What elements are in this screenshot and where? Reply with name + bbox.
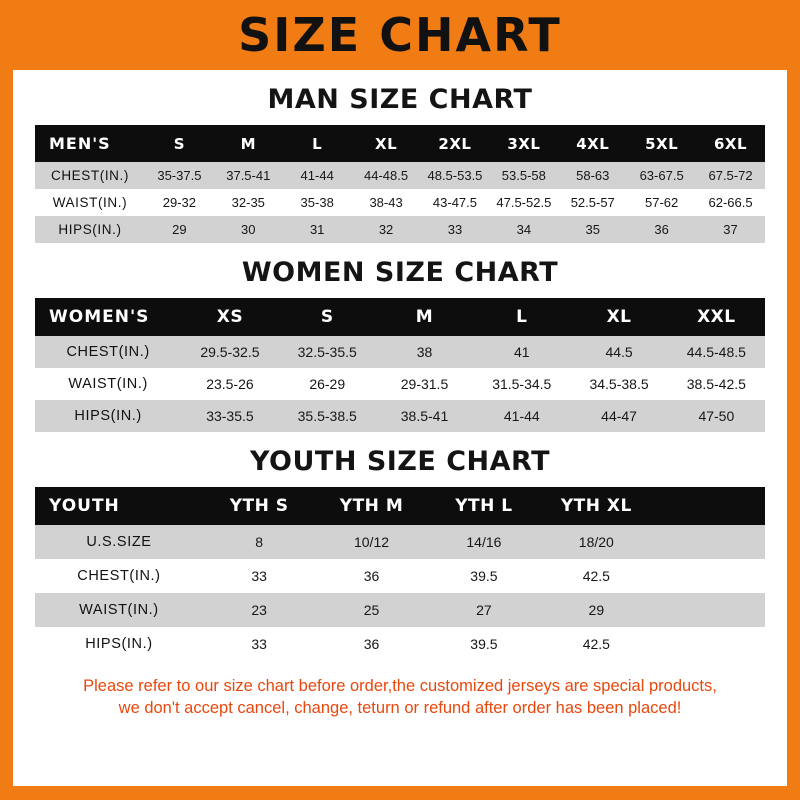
table-cell: 34 bbox=[516, 222, 532, 237]
table-cell: 37.5-41 bbox=[226, 168, 271, 183]
table-cell: 23 bbox=[251, 602, 267, 618]
table-cell: 44.5-48.5 bbox=[686, 344, 746, 360]
table-cell: 26-29 bbox=[309, 376, 346, 392]
table-cell: 8 bbox=[255, 534, 263, 550]
table-cell: 43-47.5 bbox=[432, 195, 477, 210]
women-header-cell: XXL bbox=[697, 307, 736, 327]
table-cell: 42.5 bbox=[582, 636, 610, 652]
table-cell: 47-50 bbox=[698, 408, 735, 424]
table-cell: 14/16 bbox=[466, 534, 502, 550]
youth-header-cell: YTH XL bbox=[560, 496, 632, 516]
table-cell: 25 bbox=[363, 602, 380, 618]
table-cell: 23.5-26 bbox=[206, 376, 254, 392]
table-cell: 44.5 bbox=[605, 344, 633, 360]
youth-header-row bbox=[35, 487, 765, 525]
row-label: CHEST(IN.) bbox=[77, 568, 161, 584]
women-size-table bbox=[35, 298, 765, 432]
table-cell: 39.5 bbox=[470, 636, 498, 652]
row-label: CHEST(IN.) bbox=[66, 344, 150, 360]
table-cell: 29 bbox=[172, 222, 187, 237]
women-header-cell: M bbox=[415, 307, 434, 327]
table-cell: 41-44 bbox=[300, 168, 334, 183]
table-cell bbox=[653, 593, 765, 627]
table-cell: 48.5-53.5 bbox=[427, 168, 483, 183]
row-label: WAIST(IN.) bbox=[79, 602, 159, 618]
youth-header-cell: YTH S bbox=[229, 496, 289, 516]
table-cell: 36 bbox=[363, 636, 380, 652]
men-size-table bbox=[35, 125, 765, 243]
table-cell bbox=[653, 559, 765, 593]
table-row bbox=[35, 189, 765, 216]
table-row bbox=[35, 400, 765, 432]
table-cell: 41-44 bbox=[503, 408, 540, 424]
table-cell: 44-48.5 bbox=[364, 168, 409, 183]
table-cell: 57-62 bbox=[645, 195, 679, 210]
table-cell: 35-37.5 bbox=[157, 168, 202, 183]
table-cell: 33 bbox=[447, 222, 463, 237]
women-header-cell: S bbox=[320, 307, 334, 327]
youth-section bbox=[13, 446, 787, 661]
table-cell: 38.5-42.5 bbox=[686, 376, 746, 392]
table-cell: 67.5-72 bbox=[708, 168, 753, 183]
table-row bbox=[35, 162, 765, 189]
table-cell: 29.5-32.5 bbox=[200, 344, 260, 360]
men-header-row bbox=[35, 125, 765, 162]
table-cell: 35-38 bbox=[300, 195, 334, 210]
table-cell bbox=[653, 525, 765, 559]
table-cell: 38-43 bbox=[369, 195, 403, 210]
women-header-row bbox=[35, 298, 765, 336]
table-cell: 30 bbox=[241, 222, 256, 237]
table-cell: 29-32 bbox=[162, 195, 197, 210]
table-cell: 32-35 bbox=[231, 195, 265, 210]
youth-header-cell: YTH M bbox=[339, 496, 404, 516]
women-header-cell: XS bbox=[216, 307, 244, 327]
table-cell: 29-31.5 bbox=[400, 376, 449, 392]
table-cell: 34.5-38.5 bbox=[589, 376, 649, 392]
footer-note-line-1: Please refer to our size chart before order,the customized jerseys are special products, bbox=[83, 677, 717, 695]
men-header-cell: XL bbox=[375, 134, 398, 153]
women-header-cell: XL bbox=[606, 307, 632, 327]
row-label: HIPS(IN.) bbox=[74, 408, 142, 424]
row-label: HIPS(IN.) bbox=[85, 636, 153, 652]
table-row bbox=[35, 216, 765, 243]
footer-note-line-2: we don't accept cancel, change, teturn or refund after order has been placed! bbox=[118, 699, 682, 718]
header-band bbox=[0, 0, 800, 70]
bottom-band bbox=[0, 786, 800, 800]
row-label: WAIST(IN.) bbox=[52, 195, 128, 210]
table-cell: 53.5-58 bbox=[501, 168, 546, 183]
table-cell: 33-35.5 bbox=[206, 408, 254, 424]
row-label: U.S.SIZE bbox=[86, 534, 152, 550]
table-row bbox=[35, 627, 765, 661]
table-cell: 27 bbox=[476, 602, 492, 618]
youth-size-table bbox=[35, 487, 765, 661]
table-cell: 31 bbox=[309, 222, 325, 237]
women-header-cell: L bbox=[516, 307, 528, 327]
women-header-cell: WOMEN'S bbox=[49, 307, 150, 327]
table-row bbox=[35, 593, 765, 627]
table-row bbox=[35, 336, 765, 368]
table-cell: 31.5-34.5 bbox=[492, 376, 552, 392]
row-label: HIPS(IN.) bbox=[58, 222, 122, 237]
men-header-cell: 5XL bbox=[645, 134, 679, 153]
table-cell: 32.5-35.5 bbox=[297, 344, 357, 360]
youth-header-cell: YOUTH bbox=[49, 496, 120, 516]
table-cell: 29 bbox=[588, 602, 605, 618]
table-cell: 35.5-38.5 bbox=[297, 408, 357, 424]
youth-header-cell bbox=[653, 487, 765, 525]
men-header-cell: L bbox=[312, 134, 323, 153]
table-cell: 38 bbox=[416, 344, 433, 360]
table-cell: 58-63 bbox=[576, 168, 610, 183]
men-header-cell: 3XL bbox=[507, 134, 541, 153]
page-title: SIZE CHART bbox=[238, 8, 562, 62]
men-header-cell: S bbox=[173, 134, 186, 153]
table-row bbox=[35, 525, 765, 559]
table-row bbox=[35, 368, 765, 400]
table-cell: 38.5-41 bbox=[400, 408, 449, 424]
women-section-title: WOMEN SIZE CHART bbox=[241, 257, 559, 288]
table-cell: 47.5-52.5 bbox=[496, 195, 552, 210]
table-cell: 41 bbox=[513, 344, 530, 360]
men-header-cell: 4XL bbox=[576, 134, 610, 153]
men-section-title: MAN SIZE CHART bbox=[267, 84, 533, 115]
table-cell: 44-47 bbox=[601, 408, 637, 424]
table-cell: 33 bbox=[251, 568, 267, 584]
table-cell: 10/12 bbox=[353, 534, 390, 550]
youth-section-title: YOUTH SIZE CHART bbox=[249, 446, 551, 477]
row-label: WAIST(IN.) bbox=[68, 376, 148, 392]
table-cell: 37 bbox=[723, 222, 738, 237]
table-cell: 52.5-57 bbox=[570, 195, 615, 210]
footer-note bbox=[13, 675, 787, 720]
men-header-cell: 2XL bbox=[438, 134, 472, 153]
table-cell: 18/20 bbox=[578, 534, 614, 550]
table-cell: 35 bbox=[585, 222, 600, 237]
table-cell: 39.5 bbox=[470, 568, 498, 584]
men-header-cell: 6XL bbox=[714, 134, 748, 153]
men-header-cell: M bbox=[240, 134, 256, 153]
table-row bbox=[35, 559, 765, 593]
table-cell: 32 bbox=[378, 222, 394, 237]
table-cell: 42.5 bbox=[582, 568, 610, 584]
women-section bbox=[13, 257, 787, 432]
table-cell: 36 bbox=[363, 568, 380, 584]
men-header-cell: MEN'S bbox=[49, 134, 111, 153]
table-cell: 62-66.5 bbox=[708, 195, 753, 210]
men-section bbox=[13, 84, 787, 243]
table-cell: 36 bbox=[654, 222, 669, 237]
row-label: CHEST(IN.) bbox=[50, 168, 129, 183]
youth-header-cell: YTH L bbox=[455, 496, 513, 516]
table-cell: 33 bbox=[251, 636, 267, 652]
table-cell: 63-67.5 bbox=[639, 168, 684, 183]
table-cell bbox=[653, 627, 765, 661]
